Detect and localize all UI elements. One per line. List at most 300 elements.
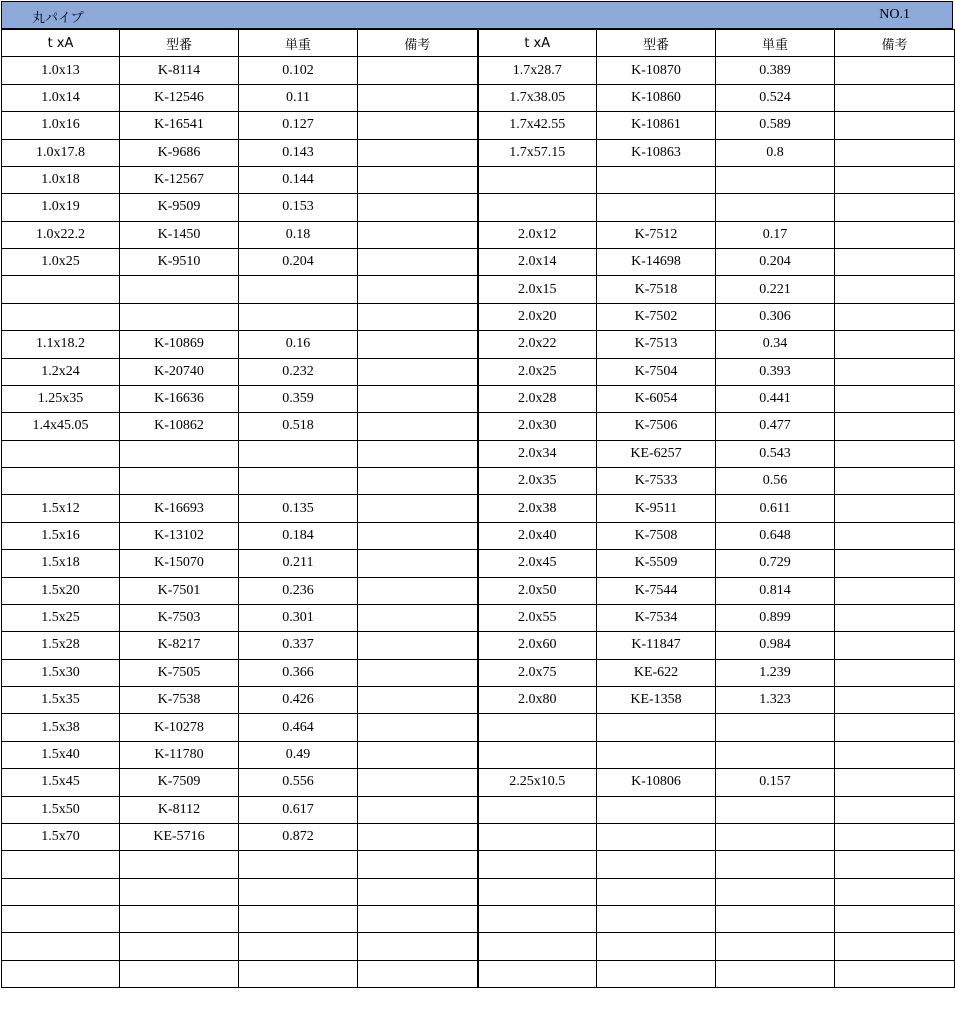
unit-weight-cell: 0.426 xyxy=(239,687,358,714)
remarks-cell xyxy=(358,632,478,659)
unit-weight-cell xyxy=(239,878,358,905)
model-cell: K-8217 xyxy=(120,632,239,659)
dimension-cell: 2.0x60 xyxy=(478,632,597,659)
dimension-cell: 2.0x12 xyxy=(478,221,597,248)
unit-weight-cell: 0.393 xyxy=(716,358,835,385)
remarks-cell xyxy=(835,495,955,522)
table-row xyxy=(2,550,955,577)
unit-weight-cell: 0.232 xyxy=(239,358,358,385)
unit-weight-cell: 0.16 xyxy=(239,331,358,358)
remarks-cell xyxy=(835,331,955,358)
remarks-cell xyxy=(358,604,478,631)
dimension-cell xyxy=(2,851,120,878)
model-cell xyxy=(597,906,716,933)
model-cell: K-7518 xyxy=(597,276,716,303)
unit-weight-cell: 0.143 xyxy=(239,139,358,166)
remarks-cell xyxy=(835,303,955,330)
dimension-cell: 1.0x17.8 xyxy=(2,139,120,166)
unit-weight-cell: 0.127 xyxy=(239,112,358,139)
remarks-cell xyxy=(835,878,955,905)
unit-weight-cell: 0.236 xyxy=(239,577,358,604)
remarks-cell xyxy=(835,84,955,111)
model-cell: K-9686 xyxy=(120,139,239,166)
unit-weight-cell: 0.8 xyxy=(716,139,835,166)
remarks-cell xyxy=(358,933,478,960)
unit-weight-cell: 0.153 xyxy=(239,194,358,221)
table-row xyxy=(2,331,955,358)
table-row xyxy=(2,604,955,631)
model-cell: K-7512 xyxy=(597,221,716,248)
model-cell xyxy=(597,851,716,878)
unit-weight-cell: 0.984 xyxy=(716,632,835,659)
dimension-cell: 1.7x57.15 xyxy=(478,139,597,166)
remarks-cell xyxy=(835,796,955,823)
model-cell: K-6054 xyxy=(597,385,716,412)
table-row xyxy=(2,577,955,604)
model-cell: K-7505 xyxy=(120,659,239,686)
model-cell: K-7544 xyxy=(597,577,716,604)
unit-weight-cell xyxy=(716,960,835,987)
table-row xyxy=(2,741,955,768)
model-cell xyxy=(120,906,239,933)
unit-weight-cell xyxy=(239,851,358,878)
unit-weight-cell: 1.323 xyxy=(716,687,835,714)
col-header-dimension: t xA xyxy=(2,30,120,57)
remarks-cell xyxy=(835,194,955,221)
col-header-dimension: t xA xyxy=(478,30,597,57)
dimension-cell xyxy=(478,194,597,221)
unit-weight-cell xyxy=(716,714,835,741)
remarks-cell xyxy=(358,796,478,823)
unit-weight-cell xyxy=(239,303,358,330)
unit-weight-cell xyxy=(716,851,835,878)
unit-weight-cell: 0.204 xyxy=(239,249,358,276)
dimension-cell xyxy=(478,960,597,987)
remarks-cell xyxy=(358,495,478,522)
remarks-cell xyxy=(358,769,478,796)
unit-weight-cell xyxy=(716,823,835,850)
remarks-cell xyxy=(835,139,955,166)
dimension-cell: 2.0x22 xyxy=(478,331,597,358)
model-cell: K-15070 xyxy=(120,550,239,577)
unit-weight-cell: 0.211 xyxy=(239,550,358,577)
dimension-cell xyxy=(2,960,120,987)
table-row xyxy=(2,632,955,659)
model-cell: K-7534 xyxy=(597,604,716,631)
unit-weight-cell xyxy=(716,741,835,768)
remarks-cell xyxy=(835,823,955,850)
unit-weight-cell: 0.221 xyxy=(716,276,835,303)
dimension-cell: 2.0x25 xyxy=(478,358,597,385)
unit-weight-cell: 0.518 xyxy=(239,413,358,440)
remarks-cell xyxy=(358,823,478,850)
model-cell: K-7503 xyxy=(120,604,239,631)
dimension-cell xyxy=(2,933,120,960)
dimension-cell: 1.4x45.05 xyxy=(2,413,120,440)
unit-weight-cell xyxy=(239,468,358,495)
remarks-cell xyxy=(835,714,955,741)
remarks-cell xyxy=(835,112,955,139)
model-cell xyxy=(120,276,239,303)
model-cell xyxy=(597,823,716,850)
table-row xyxy=(2,276,955,303)
model-cell: K-11780 xyxy=(120,741,239,768)
model-cell: K-8112 xyxy=(120,796,239,823)
remarks-cell xyxy=(835,550,955,577)
dimension-cell xyxy=(2,906,120,933)
dimension-cell: 1.2x24 xyxy=(2,358,120,385)
model-cell: K-16636 xyxy=(120,385,239,412)
remarks-cell xyxy=(358,550,478,577)
unit-weight-cell: 0.589 xyxy=(716,112,835,139)
remarks-cell xyxy=(358,139,478,166)
dimension-cell: 2.0x38 xyxy=(478,495,597,522)
unit-weight-cell: 0.359 xyxy=(239,385,358,412)
model-cell xyxy=(120,960,239,987)
model-cell xyxy=(597,166,716,193)
remarks-cell xyxy=(358,906,478,933)
col-header-remarks: 備考 xyxy=(835,30,955,57)
model-cell: K-9511 xyxy=(597,495,716,522)
dimension-cell: 2.0x55 xyxy=(478,604,597,631)
remarks-cell xyxy=(358,112,478,139)
unit-weight-cell: 0.56 xyxy=(716,468,835,495)
table-row xyxy=(2,659,955,686)
remarks-cell xyxy=(835,906,955,933)
model-cell: K-11847 xyxy=(597,632,716,659)
dimension-cell: 2.0x30 xyxy=(478,413,597,440)
remarks-cell xyxy=(835,276,955,303)
unit-weight-cell: 0.611 xyxy=(716,495,835,522)
model-cell: K-7533 xyxy=(597,468,716,495)
unit-weight-cell: 0.648 xyxy=(716,522,835,549)
model-cell: K-7502 xyxy=(597,303,716,330)
title-bar xyxy=(1,1,953,29)
unit-weight-cell: 0.34 xyxy=(716,331,835,358)
remarks-cell xyxy=(358,194,478,221)
model-cell: KE-1358 xyxy=(597,687,716,714)
dimension-cell: 2.0x40 xyxy=(478,522,597,549)
remarks-cell xyxy=(835,659,955,686)
unit-weight-cell: 0.306 xyxy=(716,303,835,330)
dimension-cell: 2.25x10.5 xyxy=(478,769,597,796)
dimension-cell: 2.0x34 xyxy=(478,440,597,467)
remarks-cell xyxy=(835,358,955,385)
unit-weight-cell: 0.49 xyxy=(239,741,358,768)
remarks-cell xyxy=(835,577,955,604)
unit-weight-cell: 0.366 xyxy=(239,659,358,686)
remarks-cell xyxy=(835,933,955,960)
model-cell: K-16541 xyxy=(120,112,239,139)
dimension-cell: 1.7x38.05 xyxy=(478,84,597,111)
model-cell: K-12546 xyxy=(120,84,239,111)
unit-weight-cell: 0.157 xyxy=(716,769,835,796)
table-row xyxy=(2,933,955,960)
col-header-remarks: 備考 xyxy=(358,30,478,57)
remarks-cell xyxy=(358,221,478,248)
dimension-cell xyxy=(2,878,120,905)
model-cell: K-10860 xyxy=(597,84,716,111)
remarks-cell xyxy=(358,331,478,358)
col-header-model: 型番 xyxy=(120,30,239,57)
model-cell xyxy=(597,796,716,823)
model-cell: K-20740 xyxy=(120,358,239,385)
unit-weight-cell: 0.464 xyxy=(239,714,358,741)
dimension-cell: 1.5x28 xyxy=(2,632,120,659)
unit-weight-cell: 0.899 xyxy=(716,604,835,631)
dimension-cell xyxy=(2,440,120,467)
model-cell: KE-5716 xyxy=(120,823,239,850)
model-cell xyxy=(597,194,716,221)
model-cell: K-7538 xyxy=(120,687,239,714)
unit-weight-cell xyxy=(239,933,358,960)
remarks-cell xyxy=(835,687,955,714)
table-row xyxy=(2,796,955,823)
dimension-cell: 1.0x13 xyxy=(2,57,120,84)
table-row xyxy=(2,166,955,193)
table-row xyxy=(2,194,955,221)
remarks-cell xyxy=(835,468,955,495)
table-row xyxy=(2,823,955,850)
model-cell: K-14698 xyxy=(597,249,716,276)
dimension-cell xyxy=(2,468,120,495)
unit-weight-cell: 0.524 xyxy=(716,84,835,111)
model-cell: K-10869 xyxy=(120,331,239,358)
unit-weight-cell xyxy=(716,906,835,933)
unit-weight-cell xyxy=(716,166,835,193)
table-row xyxy=(2,139,955,166)
dimension-cell: 1.1x18.2 xyxy=(2,331,120,358)
unit-weight-cell: 0.18 xyxy=(239,221,358,248)
model-cell: K-7506 xyxy=(597,413,716,440)
remarks-cell xyxy=(358,413,478,440)
remarks-cell xyxy=(358,878,478,905)
dimension-cell: 1.0x18 xyxy=(2,166,120,193)
table-row xyxy=(2,851,955,878)
page-number: NO.1 xyxy=(879,7,910,22)
remarks-cell xyxy=(358,84,478,111)
model-cell: K-10806 xyxy=(597,769,716,796)
remarks-cell xyxy=(835,385,955,412)
remarks-cell xyxy=(835,166,955,193)
dimension-cell xyxy=(478,166,597,193)
table-row xyxy=(2,769,955,796)
remarks-cell xyxy=(358,851,478,878)
dimension-cell xyxy=(478,933,597,960)
dimension-cell: 1.5x20 xyxy=(2,577,120,604)
dimension-cell: 1.5x40 xyxy=(2,741,120,768)
dimension-cell xyxy=(478,906,597,933)
dimension-cell xyxy=(478,796,597,823)
col-header-model: 型番 xyxy=(597,30,716,57)
dimension-cell: 2.0x50 xyxy=(478,577,597,604)
remarks-cell xyxy=(835,440,955,467)
remarks-cell xyxy=(835,413,955,440)
dimension-cell: 1.5x50 xyxy=(2,796,120,823)
dimension-cell: 1.25x35 xyxy=(2,385,120,412)
dimension-cell: 1.7x42.55 xyxy=(478,112,597,139)
dimension-cell: 2.0x45 xyxy=(478,550,597,577)
remarks-cell xyxy=(358,687,478,714)
remarks-cell xyxy=(835,632,955,659)
table-row xyxy=(2,468,955,495)
dimension-cell: 1.5x38 xyxy=(2,714,120,741)
unit-weight-cell: 0.556 xyxy=(239,769,358,796)
model-cell: K-10870 xyxy=(597,57,716,84)
model-cell xyxy=(120,468,239,495)
model-cell xyxy=(120,851,239,878)
model-cell: K-7501 xyxy=(120,577,239,604)
model-cell: K-5509 xyxy=(597,550,716,577)
table-row xyxy=(2,385,955,412)
unit-weight-cell: 0.389 xyxy=(716,57,835,84)
unit-weight-cell: 0.184 xyxy=(239,522,358,549)
remarks-cell xyxy=(358,166,478,193)
model-cell: K-12567 xyxy=(120,166,239,193)
unit-weight-cell xyxy=(716,878,835,905)
remarks-cell xyxy=(358,358,478,385)
col-header-unit-weight: 単重 xyxy=(716,30,835,57)
dimension-cell xyxy=(478,741,597,768)
parts-table xyxy=(1,29,955,988)
table-row xyxy=(2,687,955,714)
dimension-cell: 1.0x16 xyxy=(2,112,120,139)
unit-weight-cell xyxy=(239,440,358,467)
unit-weight-cell: 0.144 xyxy=(239,166,358,193)
model-cell: K-9509 xyxy=(120,194,239,221)
table-row xyxy=(2,495,955,522)
unit-weight-cell: 1.239 xyxy=(716,659,835,686)
table-row xyxy=(2,303,955,330)
dimension-cell: 2.0x28 xyxy=(478,385,597,412)
remarks-cell xyxy=(358,741,478,768)
remarks-cell xyxy=(358,468,478,495)
table-row xyxy=(2,440,955,467)
remarks-cell xyxy=(358,522,478,549)
model-cell: K-7513 xyxy=(597,331,716,358)
dimension-cell: 1.5x16 xyxy=(2,522,120,549)
dimension-cell xyxy=(2,276,120,303)
dimension-cell: 1.0x25 xyxy=(2,249,120,276)
dimension-cell: 1.5x25 xyxy=(2,604,120,631)
dimension-cell xyxy=(478,851,597,878)
model-cell: KE-6257 xyxy=(597,440,716,467)
dimension-cell: 2.0x15 xyxy=(478,276,597,303)
model-cell xyxy=(120,303,239,330)
dimension-cell: 1.0x22.2 xyxy=(2,221,120,248)
dimension-cell: 1.7x28.7 xyxy=(478,57,597,84)
unit-weight-cell xyxy=(239,276,358,303)
dimension-cell: 1.0x14 xyxy=(2,84,120,111)
model-cell: K-10861 xyxy=(597,112,716,139)
dimension-cell: 2.0x80 xyxy=(478,687,597,714)
remarks-cell xyxy=(835,221,955,248)
model-cell xyxy=(597,741,716,768)
dimension-cell xyxy=(478,878,597,905)
table-row xyxy=(2,413,955,440)
unit-weight-cell: 0.814 xyxy=(716,577,835,604)
model-cell: K-13102 xyxy=(120,522,239,549)
unit-weight-cell: 0.135 xyxy=(239,495,358,522)
table-row xyxy=(2,878,955,905)
unit-weight-cell xyxy=(716,933,835,960)
remarks-cell xyxy=(358,303,478,330)
unit-weight-cell: 0.441 xyxy=(716,385,835,412)
dimension-cell xyxy=(478,714,597,741)
remarks-cell xyxy=(835,522,955,549)
sheet-title: 丸パイプ xyxy=(32,11,84,26)
dimension-cell xyxy=(2,303,120,330)
remarks-cell xyxy=(358,249,478,276)
unit-weight-cell xyxy=(716,796,835,823)
remarks-cell xyxy=(835,741,955,768)
unit-weight-cell: 0.204 xyxy=(716,249,835,276)
table-row xyxy=(2,714,955,741)
unit-weight-cell: 0.17 xyxy=(716,221,835,248)
dimension-cell: 2.0x75 xyxy=(478,659,597,686)
model-cell xyxy=(597,960,716,987)
header-row xyxy=(2,30,955,57)
table-row xyxy=(2,84,955,111)
dimension-cell: 1.5x45 xyxy=(2,769,120,796)
remarks-cell xyxy=(358,440,478,467)
model-cell: K-16693 xyxy=(120,495,239,522)
unit-weight-cell: 0.301 xyxy=(239,604,358,631)
remarks-cell xyxy=(358,385,478,412)
model-cell: K-8114 xyxy=(120,57,239,84)
remarks-cell xyxy=(358,577,478,604)
model-cell: K-10863 xyxy=(597,139,716,166)
remarks-cell xyxy=(358,714,478,741)
dimension-cell: 1.5x30 xyxy=(2,659,120,686)
model-cell: K-7509 xyxy=(120,769,239,796)
unit-weight-cell: 0.617 xyxy=(239,796,358,823)
col-header-unit-weight: 単重 xyxy=(239,30,358,57)
table-row xyxy=(2,906,955,933)
dimension-cell xyxy=(478,823,597,850)
model-cell xyxy=(120,933,239,960)
dimension-cell: 2.0x20 xyxy=(478,303,597,330)
table-body xyxy=(2,57,955,988)
model-cell: K-7508 xyxy=(597,522,716,549)
table-row xyxy=(2,221,955,248)
remarks-cell xyxy=(835,851,955,878)
table-row xyxy=(2,57,955,84)
dimension-cell: 2.0x14 xyxy=(478,249,597,276)
dimension-cell: 2.0x35 xyxy=(478,468,597,495)
unit-weight-cell xyxy=(239,906,358,933)
remarks-cell xyxy=(358,276,478,303)
dimension-cell: 1.0x19 xyxy=(2,194,120,221)
remarks-cell xyxy=(835,960,955,987)
unit-weight-cell xyxy=(239,960,358,987)
model-cell: K-10278 xyxy=(120,714,239,741)
remarks-cell xyxy=(358,57,478,84)
unit-weight-cell: 0.11 xyxy=(239,84,358,111)
model-cell xyxy=(597,933,716,960)
model-cell xyxy=(597,878,716,905)
remarks-cell xyxy=(835,769,955,796)
remarks-cell xyxy=(835,249,955,276)
model-cell xyxy=(597,714,716,741)
remarks-cell xyxy=(835,57,955,84)
model-cell: K-1450 xyxy=(120,221,239,248)
model-cell: K-9510 xyxy=(120,249,239,276)
table-row xyxy=(2,112,955,139)
remarks-cell xyxy=(358,659,478,686)
model-cell: K-10862 xyxy=(120,413,239,440)
dimension-cell: 1.5x35 xyxy=(2,687,120,714)
